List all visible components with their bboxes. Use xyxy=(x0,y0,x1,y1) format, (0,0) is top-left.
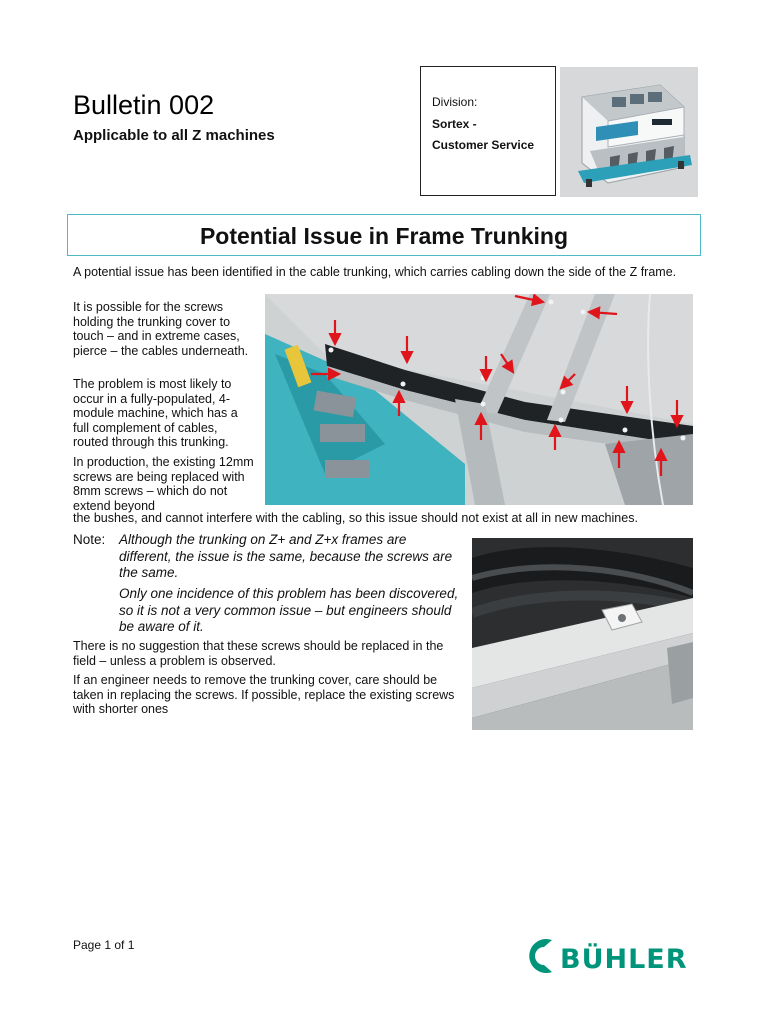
division-label: Division: xyxy=(432,95,478,109)
intro-paragraph: A potential issue has been identified in the cable trunking, which carries cabling down the side of the Z frame. xyxy=(73,265,677,279)
trunking-closeup-photo xyxy=(472,538,693,730)
bulletin-subtitle: Applicable to all Z machines xyxy=(73,127,275,144)
bulletin-title: Bulletin 002 xyxy=(73,90,215,120)
division-department: Customer Service xyxy=(432,138,535,152)
suggestion-paragraph: There is no suggestion that these screws should be replaced in the field – unless a problem is observed. xyxy=(73,639,444,668)
section-heading-box xyxy=(67,214,701,256)
buhler-logo-mark-icon xyxy=(529,939,552,973)
frame-trunking-photo xyxy=(265,294,693,505)
division-name: Sortex - xyxy=(432,117,477,131)
section-heading: Potential Issue in Frame Trunking xyxy=(199,223,569,249)
problem-paragraph: The problem is most likely to occur in a fully-populated, 4-module machine, which has a full complement of cables, routed through this trunking. xyxy=(73,377,238,449)
production-paragraph-continued: the bushes, and cannot interfere with the cabling, so this issue should not exist at all in new machines. xyxy=(73,511,638,525)
division-box xyxy=(420,66,556,196)
note-text-frames: Although the trunking on Z+ and Z+x frames are different, the issue is the same, because the screws are the same. xyxy=(119,532,453,580)
buhler-logo-text: BÜHLER xyxy=(560,944,688,975)
screws-paragraph: It is possible for the screws holding the trunking cover to touch – and in extreme cases, pierce – the cables underneath. xyxy=(73,300,249,358)
buhler-logo xyxy=(522,936,694,976)
note-text-incidence: Only one incidence of this problem has been discovered, so it is not a very common issue – but engineers should be aware of it. xyxy=(119,586,459,634)
engineer-paragraph: If an engineer needs to remove the trunking cover, care should be taken in replacing the screws. If possible, replace the existing screws with shorter ones xyxy=(73,673,455,716)
sorter-machine-photo xyxy=(560,67,698,197)
note-label: Note: xyxy=(73,532,106,547)
page-number: Page 1 of 1 xyxy=(73,938,135,952)
production-paragraph: In production, the existing 12mm screws are being replaced with 8mm screws – which do not extend beyond xyxy=(73,455,254,513)
